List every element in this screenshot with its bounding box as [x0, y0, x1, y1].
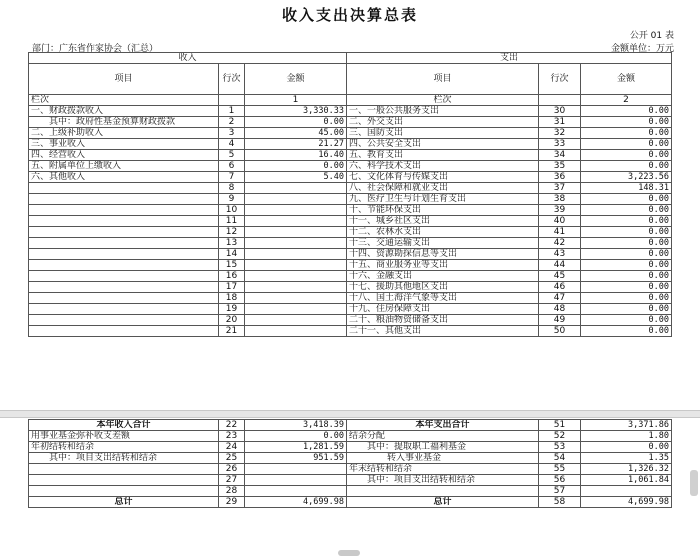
summary-row [29, 497, 672, 508]
expense-item: 一、一般公共服务支出 [347, 106, 539, 117]
table-row [29, 304, 672, 315]
income-item [29, 238, 219, 249]
income-row-number: 16 [219, 271, 245, 282]
income-row-number: 28 [219, 486, 245, 497]
income-amount [245, 486, 347, 497]
income-item: 年初结转和结余 [29, 442, 219, 453]
expense-item: 本年支出合计 [347, 420, 539, 431]
expense-amount: 0.00 [581, 260, 672, 271]
scrollbar-thumb[interactable] [690, 470, 698, 496]
income-amount: 1,281.59 [245, 442, 347, 453]
income-item [29, 326, 219, 337]
expense-amount: 1,326.32 [581, 464, 672, 475]
table-row [29, 227, 672, 238]
income-item: 一、财政拨款收入 [29, 106, 219, 117]
income-row-number: 24 [219, 442, 245, 453]
expense-amount: 0.00 [581, 150, 672, 161]
expense-amount: 0.00 [581, 194, 672, 205]
income-row-number: 27 [219, 475, 245, 486]
expense-row-number: 58 [539, 497, 581, 508]
income-amount: 951.59 [245, 453, 347, 464]
income-amount: 0.00 [245, 431, 347, 442]
expense-item: 二、外交支出 [347, 117, 539, 128]
income-amount [245, 205, 347, 216]
income-item: 其中：政府性基金预算财政拨款 [29, 117, 219, 128]
page-break-separator [0, 410, 700, 418]
expense-row-header: 行次 [539, 64, 581, 95]
unit-label: 金额单位：万元 [610, 44, 674, 54]
expense-header: 支出 [347, 53, 672, 64]
income-amount [245, 304, 347, 315]
income-row-header: 行次 [219, 64, 245, 95]
income-amount [245, 194, 347, 205]
table-row [29, 238, 672, 249]
income-item: 三、事业收入 [29, 139, 219, 150]
expense-column-label: 栏次 [347, 95, 539, 106]
expense-item: 其中：提取职工福利基金 [347, 442, 539, 453]
expense-row-number: 45 [539, 271, 581, 282]
expense-row-number: 39 [539, 205, 581, 216]
expense-item: 十六、金融支出 [347, 271, 539, 282]
income-row-number: 3 [219, 128, 245, 139]
income-amount [245, 293, 347, 304]
department-label: 部门：广东省作家协会（汇总） [32, 44, 159, 54]
expense-item: 十三、交通运输支出 [347, 238, 539, 249]
income-amount: 21.27 [245, 139, 347, 150]
income-row-number: 13 [219, 238, 245, 249]
table-row [29, 205, 672, 216]
expense-row-number: 38 [539, 194, 581, 205]
expense-item [347, 486, 539, 497]
table-row [29, 271, 672, 282]
expense-item: 其中：项目支出结转和结余 [347, 475, 539, 486]
income-item [29, 216, 219, 227]
income-item: 二、上级补助收入 [29, 128, 219, 139]
summary-row [29, 431, 672, 442]
table-row [29, 117, 672, 128]
expense-item: 八、社会保障和就业支出 [347, 183, 539, 194]
expense-row-number: 55 [539, 464, 581, 475]
income-item [29, 486, 219, 497]
income-item [29, 304, 219, 315]
expense-amount: 0.00 [581, 128, 672, 139]
summary-row [29, 442, 672, 453]
table-row [29, 293, 672, 304]
expense-amount: 1.80 [581, 431, 672, 442]
income-row-number: 6 [219, 161, 245, 172]
income-amount [245, 326, 347, 337]
income-item [29, 205, 219, 216]
income-row-number: 23 [219, 431, 245, 442]
income-item: 用事业基金弥补收支差额 [29, 431, 219, 442]
expense-amount: 0.00 [581, 271, 672, 282]
expense-item: 转入事业基金 [347, 453, 539, 464]
resize-handle[interactable] [338, 550, 360, 556]
income-row-number: 29 [219, 497, 245, 508]
expense-row-number: 49 [539, 315, 581, 326]
expense-row-number: 46 [539, 282, 581, 293]
expense-amount: 0.00 [581, 326, 672, 337]
expense-row-number: 53 [539, 442, 581, 453]
income-row-number: 11 [219, 216, 245, 227]
table-row [29, 249, 672, 260]
expense-item: 三、国防支出 [347, 128, 539, 139]
income-item [29, 464, 219, 475]
income-item [29, 249, 219, 260]
table-row [29, 216, 672, 227]
expense-row-number: 57 [539, 486, 581, 497]
expense-amount [581, 486, 672, 497]
income-item [29, 271, 219, 282]
income-row-number: 1 [219, 106, 245, 117]
income-item: 五、附属单位上缴收入 [29, 161, 219, 172]
income-amount [245, 183, 347, 194]
expense-amount: 0.00 [581, 238, 672, 249]
expense-row-number: 31 [539, 117, 581, 128]
expense-row-number: 35 [539, 161, 581, 172]
expense-amount: 0.00 [581, 442, 672, 453]
income-amount [245, 227, 347, 238]
expense-row-number: 41 [539, 227, 581, 238]
table-row [29, 183, 672, 194]
table-row [29, 128, 672, 139]
income-item [29, 282, 219, 293]
expense-item-header: 项目 [347, 64, 539, 95]
expense-item: 二十、粮油物资储备支出 [347, 315, 539, 326]
expense-amount: 0.00 [581, 106, 672, 117]
form-code: 公开 01 表 [629, 31, 674, 41]
income-amount [245, 216, 347, 227]
income-item [29, 194, 219, 205]
income-item [29, 227, 219, 238]
income-column-number: 1 [245, 95, 347, 106]
income-row-number: 5 [219, 150, 245, 161]
income-amount [245, 238, 347, 249]
income-amount: 16.40 [245, 150, 347, 161]
income-amount [245, 282, 347, 293]
income-row-number: 20 [219, 315, 245, 326]
expense-row-number: 36 [539, 172, 581, 183]
summary-table [28, 419, 672, 508]
table-row [29, 106, 672, 117]
income-amount [245, 271, 347, 282]
income-item: 其中：项目支出结转和结余 [29, 453, 219, 464]
expense-row-number: 34 [539, 150, 581, 161]
income-row-number: 17 [219, 282, 245, 293]
expense-row-number: 43 [539, 249, 581, 260]
income-header: 收入 [29, 53, 347, 64]
table-row [29, 260, 672, 271]
income-item [29, 293, 219, 304]
income-item: 总计 [29, 497, 219, 508]
income-item: 本年收入合计 [29, 420, 219, 431]
table-row [29, 172, 672, 183]
income-amount: 0.00 [245, 117, 347, 128]
summary-row [29, 486, 672, 497]
income-amount: 0.00 [245, 161, 347, 172]
expense-row-number: 37 [539, 183, 581, 194]
expense-amount: 0.00 [581, 227, 672, 238]
table-row [29, 150, 672, 161]
expense-amount: 0.00 [581, 304, 672, 315]
table-row [29, 139, 672, 150]
expense-amount: 0.00 [581, 293, 672, 304]
expense-column-number: 2 [581, 95, 672, 106]
income-row-number: 9 [219, 194, 245, 205]
expense-amount: 1,061.84 [581, 475, 672, 486]
expense-row-number: 44 [539, 260, 581, 271]
income-item [29, 475, 219, 486]
income-amount: 4,699.98 [245, 497, 347, 508]
expense-row-number: 32 [539, 128, 581, 139]
income-column-label: 栏次 [29, 95, 219, 106]
expense-item: 十一、城乡社区支出 [347, 216, 539, 227]
income-item-header: 项目 [29, 64, 219, 95]
expense-amount: 0.00 [581, 139, 672, 150]
expense-amount: 0.00 [581, 117, 672, 128]
expense-amount: 0.00 [581, 205, 672, 216]
income-item [29, 183, 219, 194]
expense-row-number: 52 [539, 431, 581, 442]
expense-amount: 0.00 [581, 216, 672, 227]
expense-row-number: 33 [539, 139, 581, 150]
expense-row-number: 54 [539, 453, 581, 464]
income-row-number: 21 [219, 326, 245, 337]
expense-item: 十八、国土海洋气象等支出 [347, 293, 539, 304]
expense-item: 七、文化体育与传媒支出 [347, 172, 539, 183]
summary-table-container [28, 419, 671, 508]
report-title: 收入支出决算总表 [281, 6, 418, 24]
summary-row [29, 475, 672, 486]
expense-item: 十九、住房保障支出 [347, 304, 539, 315]
expense-item: 结余分配 [347, 431, 539, 442]
income-amount: 3,418.39 [245, 420, 347, 431]
summary-row [29, 464, 672, 475]
income-row-number: 25 [219, 453, 245, 464]
expense-item: 十二、农林水支出 [347, 227, 539, 238]
income-row-number: 26 [219, 464, 245, 475]
table-row [29, 161, 672, 172]
expense-amount: 3,371.86 [581, 420, 672, 431]
table-row [29, 194, 672, 205]
expense-amount: 148.31 [581, 183, 672, 194]
report-table-container [28, 52, 671, 337]
income-item [29, 315, 219, 326]
expense-row-number: 47 [539, 293, 581, 304]
expense-item: 十七、援助其他地区支出 [347, 282, 539, 293]
income-amount: 3,330.33 [245, 106, 347, 117]
expense-amount: 0.00 [581, 315, 672, 326]
expense-row-number: 56 [539, 475, 581, 486]
expense-row-number: 30 [539, 106, 581, 117]
expense-amount: 3,223.56 [581, 172, 672, 183]
income-amount [245, 249, 347, 260]
table-row [29, 315, 672, 326]
income-amount: 5.40 [245, 172, 347, 183]
expense-row-number: 42 [539, 238, 581, 249]
expense-amount: 4,699.98 [581, 497, 672, 508]
income-row-number: 15 [219, 260, 245, 271]
expense-item: 二十一、其他支出 [347, 326, 539, 337]
expense-item: 总计 [347, 497, 539, 508]
expense-amount: 0.00 [581, 282, 672, 293]
income-row-number: 12 [219, 227, 245, 238]
summary-row [29, 420, 672, 431]
income-row-number: 22 [219, 420, 245, 431]
expense-item: 十四、资源勘探信息等支出 [347, 249, 539, 260]
expense-item: 四、公共安全支出 [347, 139, 539, 150]
income-row-number: 4 [219, 139, 245, 150]
income-row-number: 10 [219, 205, 245, 216]
expense-row-number: 40 [539, 216, 581, 227]
expense-item: 十、节能环保支出 [347, 205, 539, 216]
expense-item: 十五、商业服务业等支出 [347, 260, 539, 271]
income-item [29, 260, 219, 271]
expense-amount: 0.00 [581, 249, 672, 260]
expense-amount: 0.00 [581, 161, 672, 172]
expense-item: 六、科学技术支出 [347, 161, 539, 172]
income-row-number: 8 [219, 183, 245, 194]
report-table [28, 52, 672, 337]
expense-row-number: 48 [539, 304, 581, 315]
income-row-number: 7 [219, 172, 245, 183]
summary-row [29, 453, 672, 464]
expense-item: 九、医疗卫生与计划生育支出 [347, 194, 539, 205]
income-row-number: 19 [219, 304, 245, 315]
expense-amount-header: 金额 [581, 64, 672, 95]
income-row-number: 14 [219, 249, 245, 260]
income-amount: 45.00 [245, 128, 347, 139]
income-row-number: 2 [219, 117, 245, 128]
income-item: 四、经营收入 [29, 150, 219, 161]
income-amount-header: 金额 [245, 64, 347, 95]
income-amount [245, 464, 347, 475]
income-amount [245, 260, 347, 271]
expense-item: 五、教育支出 [347, 150, 539, 161]
income-amount [245, 315, 347, 326]
income-item: 六、其他收入 [29, 172, 219, 183]
expense-row-number: 50 [539, 326, 581, 337]
income-amount [245, 475, 347, 486]
expense-item: 年末结转和结余 [347, 464, 539, 475]
table-row [29, 326, 672, 337]
expense-row-number: 51 [539, 420, 581, 431]
table-row [29, 282, 672, 293]
income-row-number: 18 [219, 293, 245, 304]
expense-amount: 1.35 [581, 453, 672, 464]
